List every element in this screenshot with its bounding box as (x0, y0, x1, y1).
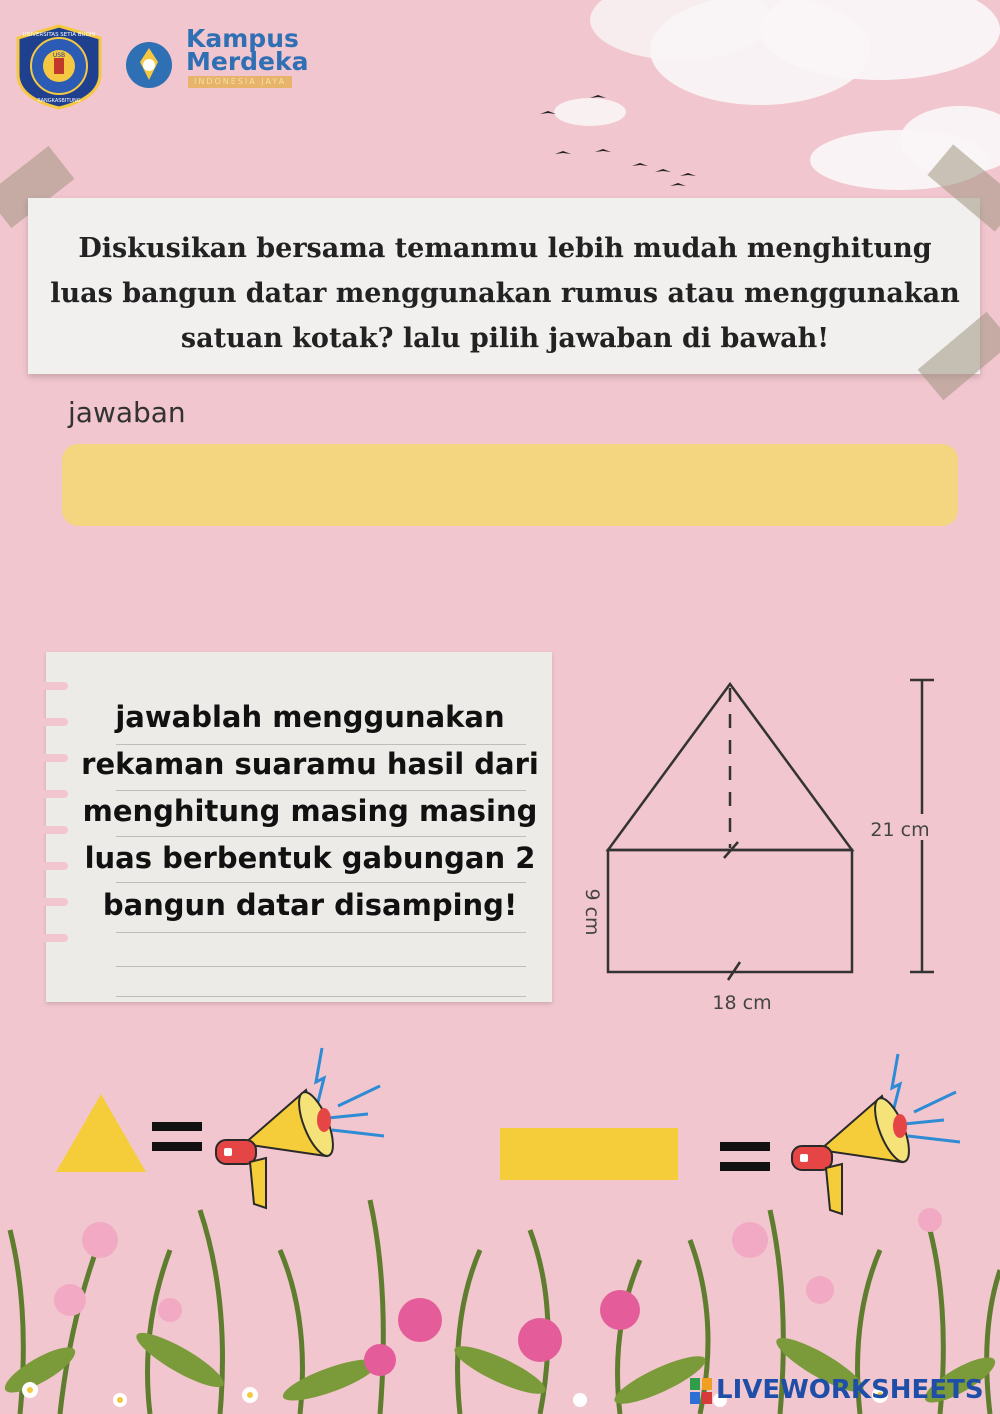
paper-hole (40, 790, 68, 798)
tut-wuri-icon (124, 40, 174, 90)
paper-line (116, 966, 526, 967)
liveworksheets-icon (690, 1378, 712, 1404)
megaphone-icon[interactable] (210, 1044, 390, 1214)
equals-icon (152, 1120, 202, 1154)
kampus-text: Kampus (186, 24, 299, 53)
paper-hole (40, 862, 68, 870)
paper-hole (40, 754, 68, 762)
paper-line (116, 996, 526, 997)
merdeka-text: Merdeka (186, 47, 309, 76)
rectangle-shape-icon (500, 1128, 678, 1180)
diagram-rectangle (608, 850, 852, 972)
instruction-text: jawablah menggunakan rekaman suaramu hasil dari menghitung masing masing luas berbentuk gabungan 2 bangun datar disamping! (81, 700, 539, 922)
label-height: 21 cm (870, 819, 930, 841)
label-base: 18 cm (712, 992, 772, 1014)
answer-input[interactable] (62, 444, 958, 526)
label-side: 9 cm (581, 888, 603, 936)
equals-icon (720, 1140, 770, 1174)
usb-logo-bottom: RANGKASBITUNG (37, 98, 81, 104)
kampus-merdeka-logo (124, 26, 324, 96)
usb-logo-ring: UNIVERSITAS SETIA BUDHI (22, 32, 96, 38)
liveworksheets-brand: LIVEWORKSHEETS (716, 1375, 984, 1405)
usb-logo-center: USB (52, 52, 66, 59)
paper-hole (40, 934, 68, 942)
paper-line (116, 932, 526, 933)
paper-hole (40, 718, 68, 726)
answer-label: jawaban (68, 396, 186, 429)
kampus-subtitle: INDONESIA JAYA (188, 76, 292, 88)
clouds-birds-decoration (520, 0, 1000, 220)
usb-logo (14, 24, 104, 110)
composite-shape-diagram (560, 660, 980, 1020)
paper-hole (40, 682, 68, 690)
paper-hole (40, 898, 68, 906)
paper-hole (40, 826, 68, 834)
liveworksheets-logo (690, 1372, 990, 1408)
question-text: Diskusikan bersama temanmu lebih mudah menghitung luas bangun datar menggunakan rumus atau menggunakan satuan kotak? lalu pilih jawaban di bawah! (50, 233, 960, 354)
triangle-shape-icon (56, 1094, 146, 1172)
